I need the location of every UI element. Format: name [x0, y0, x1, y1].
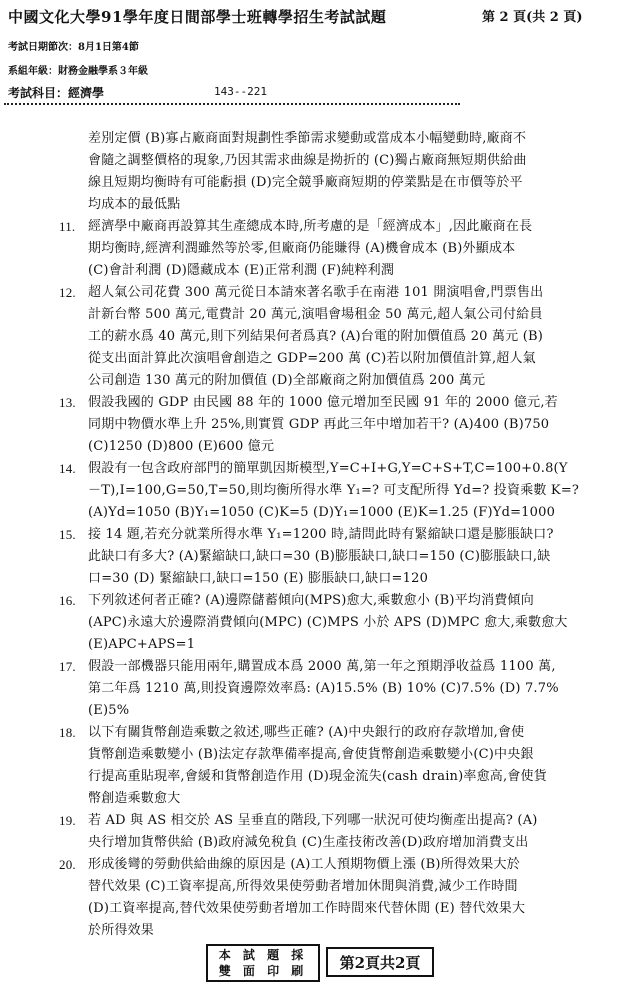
question-text: 下列敘述何者正確? (A)邊際儲蓄傾向(MPS)愈大,乘數愈小 (B)平均消費傾向 (APC)永遠大於邊際消費傾向(MPC) (C)MPS 小於 APS (D)MPC 愈大,乘數愈大 (E)APC+APS=1 [88, 593, 568, 652]
question-item [50, 524, 590, 590]
question-text: 接 14 題,若充分就業所得水準 Y₁=1200 時,請問此時有緊縮缺口還是膨脹缺口? 此缺口有多大? (A)緊縮缺口,缺口=30 (B)膨脹缺口,缺口=150 (C)膨脹缺口,缺 口=30 (D) 緊縮缺口,缺口=150 (E) 膨脹缺口,缺口=120 [88, 527, 554, 586]
question-item [50, 854, 590, 942]
question-list [50, 128, 590, 942]
footer-page-box: 第2頁共2頁 [326, 947, 434, 977]
question-number: 15. [59, 527, 76, 542]
question-number: 12. [59, 285, 76, 300]
question-text: 假設一部機器只能用兩年,購置成本爲 2000 萬,第一年之預期淨收益爲 1100 萬, 第二年爲 1210 萬,則投資邊際效率爲: (A)15.5% (B) 10% (C)7.5% (D) 7.7% (E)5% [88, 659, 559, 718]
question-item [50, 722, 590, 810]
question-item [50, 392, 590, 458]
question-number: 18. [59, 725, 76, 740]
question-item [50, 810, 590, 854]
question-number: 19. [59, 813, 76, 828]
question-number: 16. [59, 593, 76, 608]
question-item [50, 590, 590, 656]
exam-title: 中國文化大學91學年度日間部學士班轉學招生考試試題 [8, 8, 387, 26]
exam-subject: 考試科目：經濟學 [8, 86, 105, 100]
exam-time: 考試日期節次：8月1日第4節 [8, 42, 139, 53]
question-text: 差別定價 (B)寡占廠商面對規劃性季節需求變動或當成本小幅變動時,廠商不 會隨之調整價格的現象,乃因其需求曲線是拗折的 (C)獨占廠商無短期供給曲 線且短期均衡時有可能虧損 (D)完全競爭廠商短期的停業點是在市價等於平 均成本的最低點 [88, 131, 527, 212]
stamp-line-1: 本 試 題 採 [218, 948, 308, 962]
question-item [50, 282, 590, 392]
question-number: 14. [59, 461, 76, 476]
question-text: 若 AD 與 AS 相交於 AS 呈垂直的階段,下列哪一狀況可使均衡產出提高? (A) 央行增加貨幣供給 (B)政府減免稅負 (C)生產技術改善(D)政府增加消費支出 [88, 813, 538, 850]
question-text: 假設我國的 GDP 由民國 88 年的 1000 億元增加至民國 91 年的 2000 億元,若 同期中物價水準上升 25%,則實質 GDP 再此三年中增加若干? (A)400 (B)750 (C)1250 (D)800 (E)600 億元 [88, 395, 558, 454]
header-page-label: 第 2 頁(共 2 頁) [482, 10, 583, 25]
question-number: 17. [59, 659, 76, 674]
question-number: 20. [59, 857, 76, 872]
question-text: 形成後彎的勞動供給曲線的原因是 (A)工人預期物價上漲 (B)所得效果大於 替代效果 (C)工資率提高,所得效果使勞動者增加休閒與消費,減少工作時間 (D)工資率提高,替代效果使勞動者增加工作時間來代替休閒 (E) 替代效果大 於所得效果 [88, 857, 526, 938]
stamp-line-2: 雙 面 印 刷 [218, 964, 308, 978]
question-item [50, 458, 590, 524]
header-divider [4, 103, 460, 105]
question-number: 13. [59, 395, 76, 410]
question-item [50, 656, 590, 722]
question-number: 11. [59, 219, 76, 234]
question-item [50, 216, 590, 282]
subject-code: 143--221 [214, 85, 267, 98]
question-item [50, 128, 590, 216]
question-text: 經濟學中廠商再設算其生產總成本時,所考慮的是「經濟成本」,因此廠商在長 期均衡時,經濟利潤雖然等於零,但廠商仍能賺得 (A)機會成本 (B)外顯成本 (C)會計利潤 (D)隱藏成本 (E)正常利潤 (F)純粹利潤 [88, 219, 533, 278]
question-text: 超人氣公司花費 300 萬元從日本請來著名歌手在南港 101 開演唱會,門票售出 計新台幣 500 萬元,電費計 20 萬元,演唱會場租金 50 萬元,超人氣公司付給員 工的薪水爲 40 萬元,則下列結果何者爲真? (A)台電的附加價值爲 20 萬元 (B) 從支出面計算此次演唱會創造之 GDP=200 萬 (C)若以附加價值計算,超人氣 公司創造 130 萬元的附加價值 (D)全部廠商之附加價值爲 200 萬元 [88, 285, 544, 388]
question-text: 以下有關貨幣創造乘數之敘述,哪些正確? (A)中央銀行的政府存款增加,會使 貨幣創造乘數變小 (B)法定存款準備率提高,會使貨幣創造乘數變小(C)中央銀 行提高重貼現率,會緩和貨幣創造作用 (D)現金流失(cash drain)率愈高,會使貨 幣創造乘數愈大 [88, 725, 547, 806]
double-sided-print-stamp [206, 944, 320, 982]
question-text: 假設有一包含政府部門的簡單凱因斯模型,Y=C+I+G,Y=C+S+T,C=100+0.8(Y －T),I=100,G=50,T=50,則均衡所得水準 Y₁=? 可支配所得 Yd=? 投資乘數 K=? (A)Yd=1050 (B)Y₁=1050 (C)K=5 (D)Y₁=1000 (E)K=1.25 (F)Yd=1000 [88, 461, 580, 520]
department-grade: 系組年級：財務金融學系３年級 [8, 66, 148, 77]
